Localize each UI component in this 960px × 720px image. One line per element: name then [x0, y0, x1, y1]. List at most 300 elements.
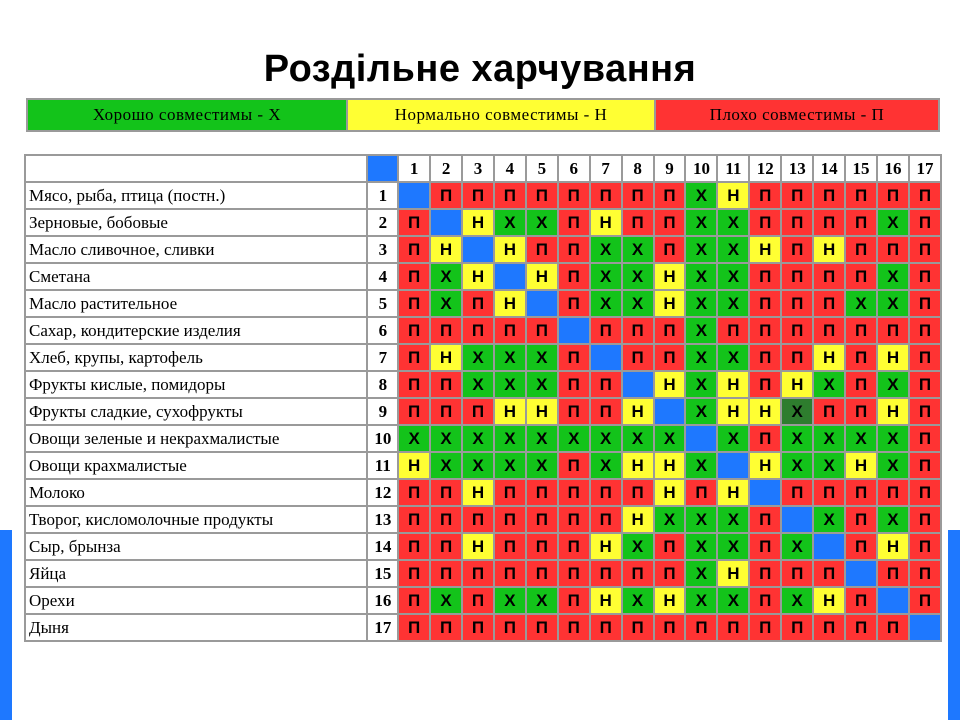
compatibility-cell: П [430, 398, 462, 425]
compatibility-cell: П [398, 506, 430, 533]
compatibility-cell: П [909, 371, 941, 398]
compatibility-cell: П [590, 317, 622, 344]
compatibility-cell: Х [654, 425, 686, 452]
compatibility-cell: Н [717, 398, 749, 425]
row-food-name: Зерновые, бобовые [25, 209, 367, 236]
compatibility-cell: П [654, 209, 686, 236]
compatibility-cell: Х [813, 371, 845, 398]
corner-cell [25, 155, 367, 182]
compatibility-cell: П [685, 614, 717, 641]
compatibility-cell: Х [590, 290, 622, 317]
compatibility-cell: Х [685, 236, 717, 263]
diagonal-cell [813, 533, 845, 560]
compatibility-cell: Н [654, 290, 686, 317]
compatibility-cell: П [430, 533, 462, 560]
compatibility-cell: Н [845, 452, 877, 479]
row-food-name: Масло сливочное, сливки [25, 236, 367, 263]
row-food-name: Сыр, брынза [25, 533, 367, 560]
table-row [25, 452, 941, 479]
compatibility-cell: П [558, 236, 590, 263]
compatibility-cell: П [749, 533, 781, 560]
compatibility-cell: П [749, 587, 781, 614]
compatibility-cell: П [749, 290, 781, 317]
diagonal-cell [526, 290, 558, 317]
compatibility-cell: П [813, 479, 845, 506]
compatibility-cell: П [845, 479, 877, 506]
compatibility-cell: П [398, 236, 430, 263]
compatibility-cell: П [845, 263, 877, 290]
compatibility-cell: П [877, 479, 909, 506]
compatibility-cell: Х [685, 560, 717, 587]
compatibility-cell: П [398, 263, 430, 290]
compatibility-cell: П [462, 587, 494, 614]
compatibility-cell: Н [430, 344, 462, 371]
row-number: 6 [367, 317, 398, 344]
compatibility-cell: П [781, 209, 813, 236]
compatibility-cell: П [654, 344, 686, 371]
legend-good [28, 100, 348, 130]
compatibility-cell: П [749, 371, 781, 398]
compatibility-cell: П [462, 182, 494, 209]
compatibility-cell: Х [877, 209, 909, 236]
table-row [25, 290, 941, 317]
row-food-name: Фрукты кислые, помидоры [25, 371, 367, 398]
compatibility-cell: П [749, 425, 781, 452]
compatibility-cell: Х [494, 209, 526, 236]
row-food-name: Мясо, рыба, птица (постн.) [25, 182, 367, 209]
compatibility-cell: П [909, 209, 941, 236]
compatibility-cell: П [526, 560, 558, 587]
diagonal-cell [909, 614, 941, 641]
compatibility-cell: П [845, 371, 877, 398]
compatibility-cell: П [845, 587, 877, 614]
table-row [25, 506, 941, 533]
compatibility-cell: П [398, 209, 430, 236]
compatibility-cell: Н [813, 236, 845, 263]
compatibility-cell: Н [622, 398, 654, 425]
column-header-11: 11 [717, 155, 749, 182]
compatibility-cell: П [813, 317, 845, 344]
compatibility-cell: П [590, 182, 622, 209]
compatibility-cell: Х [430, 452, 462, 479]
compatibility-cell: П [749, 560, 781, 587]
compatibility-cell: П [813, 263, 845, 290]
compatibility-cell: Х [877, 263, 909, 290]
compatibility-cell: Х [685, 344, 717, 371]
column-header-1: 1 [398, 155, 430, 182]
row-food-name: Дыня [25, 614, 367, 641]
compatibility-cell: П [909, 479, 941, 506]
compatibility-cell: П [781, 560, 813, 587]
diagonal-cell [717, 452, 749, 479]
row-food-name: Фрукты сладкие, сухофрукты [25, 398, 367, 425]
compatibility-cell: Х [526, 371, 558, 398]
row-number: 10 [367, 425, 398, 452]
compatibility-cell: Х [685, 587, 717, 614]
compatibility-cell: Н [813, 344, 845, 371]
compatibility-cell: Х [781, 533, 813, 560]
compatibility-cell: Н [430, 236, 462, 263]
compatibility-cell: П [622, 182, 654, 209]
compatibility-cell: Х [526, 587, 558, 614]
compatibility-cell: Х [622, 236, 654, 263]
compatibility-cell: Х [590, 425, 622, 452]
row-food-name: Орехи [25, 587, 367, 614]
column-header-8: 8 [622, 155, 654, 182]
compatibility-cell: Х [685, 506, 717, 533]
legend-bad [656, 100, 938, 130]
compatibility-cell: Н [717, 182, 749, 209]
legend-good-label: Хорошо совместимы - Х [92, 105, 282, 124]
row-number: 3 [367, 236, 398, 263]
compatibility-cell: П [558, 182, 590, 209]
compatibility-cell: Х [526, 209, 558, 236]
compatibility-cell: П [430, 182, 462, 209]
compatibility-cell: Х [462, 371, 494, 398]
compatibility-cell: Х [494, 452, 526, 479]
compatibility-cell: П [654, 533, 686, 560]
compatibility-cell: П [845, 614, 877, 641]
compatibility-cell: Х [813, 425, 845, 452]
compatibility-cell: Н [622, 506, 654, 533]
row-number: 1 [367, 182, 398, 209]
table-row [25, 398, 941, 425]
compatibility-cell: П [654, 614, 686, 641]
table-row [25, 236, 941, 263]
compatibility-cell: П [462, 614, 494, 641]
compatibility-cell: П [845, 506, 877, 533]
compatibility-cell: П [909, 236, 941, 263]
compatibility-cell: П [909, 452, 941, 479]
compatibility-cell: П [717, 317, 749, 344]
diagonal-cell [877, 587, 909, 614]
compatibility-cell: П [909, 317, 941, 344]
compatibility-cell: П [813, 290, 845, 317]
compatibility-cell: Х [430, 290, 462, 317]
compatibility-cell: Х [717, 263, 749, 290]
compatibility-cell: Х [685, 452, 717, 479]
compatibility-cell: Х [781, 452, 813, 479]
row-number: 11 [367, 452, 398, 479]
compatibility-cell: Х [685, 209, 717, 236]
column-header-14: 14 [813, 155, 845, 182]
table-row [25, 614, 941, 641]
compatibility-cell: Н [654, 479, 686, 506]
compatibility-cell: П [749, 263, 781, 290]
row-number: 12 [367, 479, 398, 506]
compatibility-cell: П [398, 290, 430, 317]
compatibility-cell: П [526, 614, 558, 641]
compatibility-cell: П [845, 533, 877, 560]
compatibility-cell: П [398, 560, 430, 587]
compatibility-cell: П [590, 614, 622, 641]
compatibility-cell: Х [717, 236, 749, 263]
row-food-name: Сметана [25, 263, 367, 290]
compatibility-cell: П [845, 398, 877, 425]
compatibility-cell: Х [398, 425, 430, 452]
compatibility-cell: Х [813, 452, 845, 479]
table-row [25, 533, 941, 560]
compatibility-cell: П [909, 263, 941, 290]
row-food-name: Овощи зеленые и некрахмалистые [25, 425, 367, 452]
right-accent-strip [948, 530, 960, 720]
compatibility-cell: П [558, 371, 590, 398]
column-header-row [25, 155, 941, 182]
diagonal-cell [398, 182, 430, 209]
compatibility-cell: Х [622, 263, 654, 290]
compatibility-cell: П [430, 560, 462, 587]
compatibility-cell: Х [685, 182, 717, 209]
compatibility-cell: П [813, 182, 845, 209]
row-food-name: Овощи крахмалистые [25, 452, 367, 479]
compatibility-cell: П [622, 479, 654, 506]
column-header-12: 12 [749, 155, 781, 182]
compatibility-cell: П [909, 398, 941, 425]
compatibility-cell: Х [717, 425, 749, 452]
compatibility-cell: П [749, 209, 781, 236]
compatibility-cell: П [845, 344, 877, 371]
row-number: 13 [367, 506, 398, 533]
compatibility-cell: П [622, 317, 654, 344]
compatibility-cell: П [398, 398, 430, 425]
compatibility-cell: П [462, 506, 494, 533]
compatibility-cell: Н [781, 371, 813, 398]
table-row [25, 263, 941, 290]
compatibility-cell: Н [749, 236, 781, 263]
row-number: 9 [367, 398, 398, 425]
row-food-name: Хлеб, крупы, картофель [25, 344, 367, 371]
compatibility-cell: П [398, 587, 430, 614]
compatibility-cell: Х [654, 506, 686, 533]
compatibility-cell: Х [590, 263, 622, 290]
compatibility-cell: П [845, 182, 877, 209]
column-header-10: 10 [685, 155, 717, 182]
compatibility-cell: Х [781, 587, 813, 614]
compatibility-cell: Н [749, 398, 781, 425]
compatibility-cell: П [813, 398, 845, 425]
compatibility-cell: П [398, 614, 430, 641]
compatibility-cell: П [398, 533, 430, 560]
diagonal-cell [749, 479, 781, 506]
column-header-6: 6 [558, 155, 590, 182]
compatibility-cell: Н [494, 290, 526, 317]
compatibility-cell: Н [717, 371, 749, 398]
compatibility-cell: П [845, 209, 877, 236]
compatibility-cell: П [813, 614, 845, 641]
compatibility-cell: П [781, 344, 813, 371]
compatibility-cell: Х [526, 425, 558, 452]
compatibility-cell: П [813, 209, 845, 236]
compatibility-cell: П [877, 317, 909, 344]
compatibility-cell: Н [654, 371, 686, 398]
row-number: 14 [367, 533, 398, 560]
compatibility-cell: Х [685, 263, 717, 290]
compatibility-cell: Н [877, 344, 909, 371]
compatibility-cell: Х [526, 452, 558, 479]
diagonal-cell [590, 344, 622, 371]
compatibility-cell: П [430, 371, 462, 398]
compatibility-cell: П [494, 560, 526, 587]
diagonal-cell [494, 263, 526, 290]
compatibility-cell: Н [749, 452, 781, 479]
compatibility-cell: П [749, 614, 781, 641]
compatibility-cell: Х [685, 533, 717, 560]
column-header-4: 4 [494, 155, 526, 182]
row-number: 4 [367, 263, 398, 290]
compatibility-cell: Х [494, 425, 526, 452]
compatibility-cell: Н [654, 263, 686, 290]
compatibility-cell: П [781, 290, 813, 317]
compatibility-cell: П [558, 263, 590, 290]
compatibility-cell: П [877, 236, 909, 263]
compatibility-cell: П [781, 317, 813, 344]
compatibility-cell: Н [494, 398, 526, 425]
compatibility-cell: П [654, 560, 686, 587]
compatibility-cell: Х [590, 236, 622, 263]
row-food-name: Яйца [25, 560, 367, 587]
compatibility-cell: П [462, 290, 494, 317]
compatibility-cell: Х [462, 425, 494, 452]
compatibility-cell: П [494, 506, 526, 533]
row-number: 5 [367, 290, 398, 317]
compatibility-cell: П [877, 560, 909, 587]
row-number: 15 [367, 560, 398, 587]
compatibility-cell: Н [622, 452, 654, 479]
compatibility-cell: Н [654, 452, 686, 479]
compatibility-cell: П [622, 344, 654, 371]
compatibility-cell: П [462, 317, 494, 344]
compatibility-cell: П [590, 506, 622, 533]
compatibility-cell: П [622, 560, 654, 587]
row-number: 17 [367, 614, 398, 641]
compatibility-cell: Х [877, 290, 909, 317]
row-number: 2 [367, 209, 398, 236]
compatibility-cell: П [749, 317, 781, 344]
compatibility-cell: Х [717, 344, 749, 371]
compatibility-cell: П [494, 533, 526, 560]
table-row [25, 371, 941, 398]
compatibility-cell: Х [622, 587, 654, 614]
compatibility-cell: П [685, 479, 717, 506]
compatibility-cell: П [749, 506, 781, 533]
compatibility-cell: Н [526, 263, 558, 290]
compatibility-cell: Х [845, 425, 877, 452]
compatibility-cell: П [558, 533, 590, 560]
compatibility-cell: П [430, 317, 462, 344]
compatibility-cell: Н [462, 533, 494, 560]
compatibility-cell: Х [526, 344, 558, 371]
compatibility-cell: Х [813, 506, 845, 533]
compatibility-cell: П [558, 398, 590, 425]
compatibility-cell: Н [590, 587, 622, 614]
compatibility-cell: П [622, 614, 654, 641]
compatibility-cell: П [877, 614, 909, 641]
compatibility-cell: Н [462, 209, 494, 236]
compatibility-cell: П [398, 479, 430, 506]
compatibility-cell: Х [717, 209, 749, 236]
compatibility-cell: П [430, 506, 462, 533]
compatibility-cell: Н [494, 236, 526, 263]
table-row [25, 479, 941, 506]
compatibility-cell: Х [877, 506, 909, 533]
compatibility-cell: П [909, 587, 941, 614]
column-header-13: 13 [781, 155, 813, 182]
compatibility-cell: Х [494, 344, 526, 371]
table-row [25, 317, 941, 344]
compatibility-cell: Х [877, 425, 909, 452]
compatibility-cell: Х [685, 398, 717, 425]
row-number: 7 [367, 344, 398, 371]
row-food-name: Молоко [25, 479, 367, 506]
compatibility-cell: Н [877, 398, 909, 425]
table-row [25, 209, 941, 236]
compatibility-cell: Н [462, 263, 494, 290]
column-header-2: 2 [430, 155, 462, 182]
table-row [25, 560, 941, 587]
compatibility-cell: П [813, 560, 845, 587]
compatibility-cell: Н [717, 479, 749, 506]
compatibility-cell: П [654, 317, 686, 344]
table-row [25, 425, 941, 452]
compatibility-cell: П [909, 290, 941, 317]
legend-bad-label: Плохо совместимы - П [709, 105, 885, 124]
compatibility-cell: Н [590, 209, 622, 236]
table-row [25, 587, 941, 614]
compatibility-cell: П [462, 398, 494, 425]
column-header-3: 3 [462, 155, 494, 182]
compatibility-cell: П [781, 236, 813, 263]
compatibility-cell: П [558, 290, 590, 317]
compatibility-cell: П [749, 344, 781, 371]
column-header-17: 17 [909, 155, 941, 182]
diagonal-cell [781, 506, 813, 533]
compatibility-cell: Х [717, 290, 749, 317]
column-header-15: 15 [845, 155, 877, 182]
compatibility-cell: Н [462, 479, 494, 506]
compatibility-cell: П [622, 209, 654, 236]
compatibility-cell: П [654, 182, 686, 209]
compatibility-cell: Х [430, 587, 462, 614]
compatibility-cell: Х [462, 452, 494, 479]
diagonal-cell [654, 398, 686, 425]
compatibility-cell: П [654, 236, 686, 263]
compatibility-cell: Х [781, 398, 813, 425]
compatibility-cell: Х [622, 425, 654, 452]
compatibility-cell: Х [717, 533, 749, 560]
compatibility-cell: П [909, 344, 941, 371]
compatibility-cell: П [558, 479, 590, 506]
legend-bar [26, 98, 940, 132]
legend-normal [348, 100, 656, 130]
compatibility-cell: П [558, 209, 590, 236]
compatibility-cell: П [526, 236, 558, 263]
compatibility-cell: П [462, 560, 494, 587]
compatibility-cell: П [558, 344, 590, 371]
column-header-16: 16 [877, 155, 909, 182]
compatibility-cell: П [526, 506, 558, 533]
diagonal-cell [845, 560, 877, 587]
column-header-7: 7 [590, 155, 622, 182]
page-title: Роздільне харчування [263, 48, 697, 90]
compatibility-cell: П [558, 452, 590, 479]
compatibility-cell: П [494, 182, 526, 209]
compatibility-cell: П [430, 479, 462, 506]
compatibility-cell: П [717, 614, 749, 641]
compatibility-cell: П [909, 425, 941, 452]
compatibility-cell: П [781, 182, 813, 209]
compatibility-cell: П [877, 182, 909, 209]
compatibility-cell: Х [494, 371, 526, 398]
